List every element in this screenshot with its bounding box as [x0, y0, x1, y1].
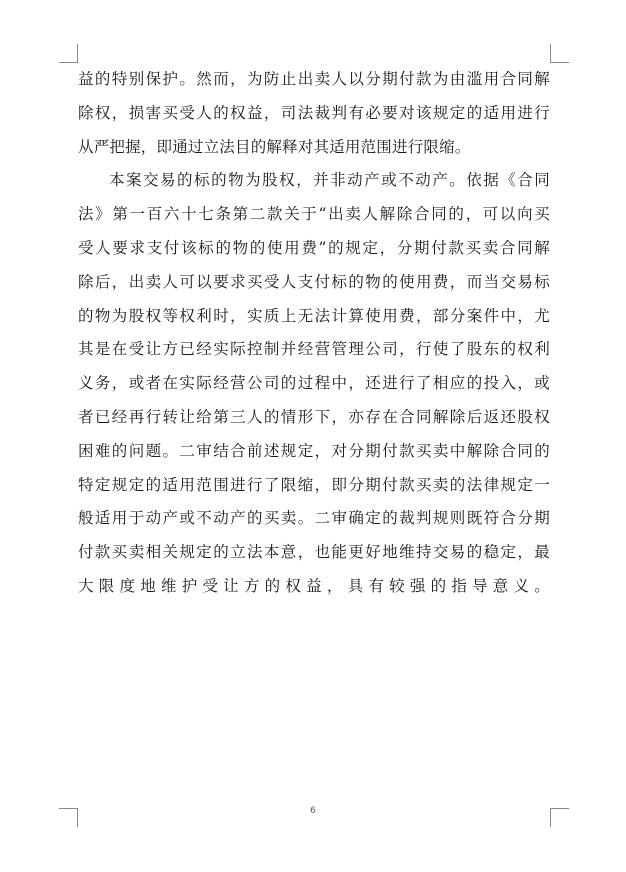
text-line: 除后，出卖人可以要求买受人支付标的物的使用费，而当交易标 — [78, 272, 550, 291]
text-line: 除权，损害买受人的权益，司法裁判有必要对该规定的适用进行 — [78, 103, 550, 122]
text-line: 付款买卖相关规定的立法本意，也能更好地维持交易的稳定，最 — [78, 543, 550, 562]
text-line: 义务，或者在实际经营公司的过程中，还进行了相应的投入，或 — [78, 374, 550, 393]
document-body — [78, 63, 550, 638]
text-line: 困难的问题。二审结合前述规定，对分期付款买卖中解除合同的 — [78, 441, 550, 460]
paragraph-2 — [78, 164, 550, 637]
text-line: 者已经再行转让给第三人的情形下，亦存在合同解除后返还股权 — [78, 407, 550, 426]
text-line: 的物为股权等权利时，实质上无法计算使用费，部分案件中，尤 — [78, 306, 550, 325]
text-line: 大限度地维护受让方的权益，具有较强的指导意义。 — [78, 576, 550, 595]
text-line: 般适用于动产或不动产的买卖。二审确定的裁判规则既符合分期 — [78, 509, 550, 528]
text-line: 特定规定的适用范围进行了限缩，即分期付款买卖的法律规定一 — [78, 475, 550, 494]
text-line: 法》第一百六十七条第二款关于“出卖人解除合同的，可以向买 — [78, 205, 550, 224]
text-line: 其是在受让方已经实际控制并经营管理公司，行使了股东的权利 — [78, 340, 550, 359]
crop-mark-top-left — [59, 44, 78, 63]
crop-mark-top-right — [550, 44, 569, 63]
text-line: 受人要求支付该标的物的使用费”的规定，分期付款买卖合同解 — [78, 238, 550, 257]
text-line — [78, 604, 550, 638]
page-number: 6 — [310, 806, 316, 816]
paragraph-1 — [78, 63, 550, 164]
text-line: 从严把握，即通过立法目的解释对其适用范围进行限缩。 — [78, 137, 471, 156]
text-line: 益的特别保护。然而，为防止出卖人以分期付款为由滥用合同解 — [78, 70, 550, 88]
text-line: 本案交易的标的物为股权，并非动产或不动产。依据《合同 — [109, 171, 550, 190]
